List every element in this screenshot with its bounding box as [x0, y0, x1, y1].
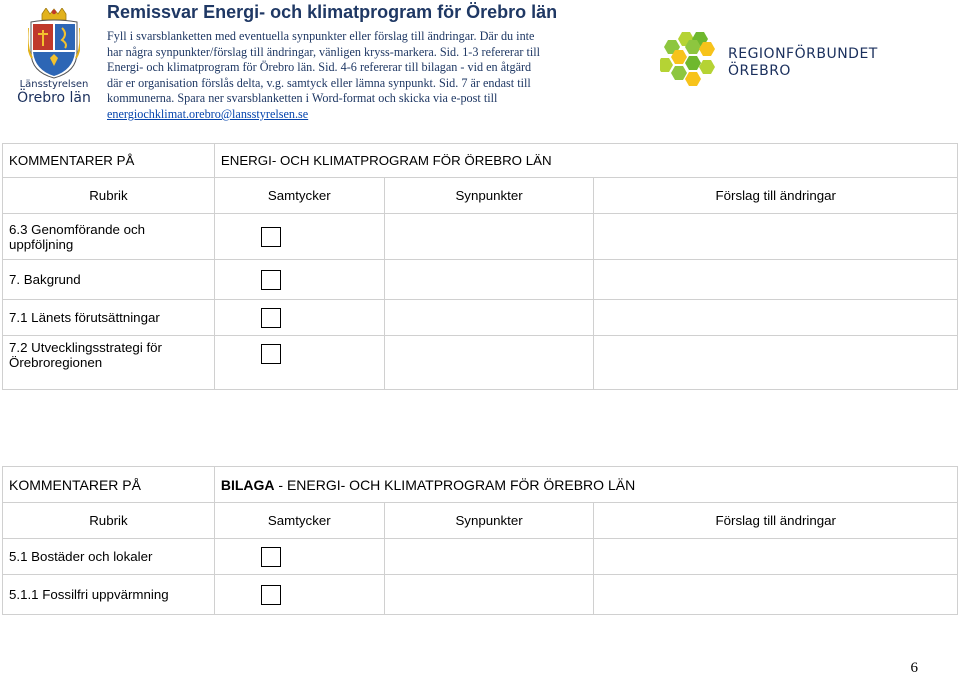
row-rubrik: 7.1 Länets förutsättningar	[3, 300, 215, 336]
samtycker-checkbox[interactable]	[261, 270, 281, 290]
samtycker-checkbox[interactable]	[261, 344, 281, 364]
wordmark-line1: REGIONFÖRBUNDET	[728, 46, 878, 62]
hexagon-cluster-icon	[660, 30, 724, 90]
synpunkter-cell[interactable]	[384, 260, 594, 300]
subject-heading: ENERGI- OCH KLIMATPROGRAM FÖR ÖREBRO LÄN	[214, 144, 957, 178]
intro-paragraph	[107, 29, 547, 123]
samtycker-cell	[214, 214, 384, 260]
wordmark-line2: ÖREBRO	[728, 63, 791, 79]
synpunkter-cell[interactable]	[384, 539, 594, 575]
lansstyrelsen-logo	[10, 8, 98, 118]
page-number: 6	[910, 660, 918, 676]
row-rubrik: 5.1.1 Fossilfri uppvärmning	[3, 575, 215, 615]
column-header-forslag: Förslag till ändringar	[594, 178, 958, 214]
column-header-rubrik: Rubrik	[3, 178, 215, 214]
samtycker-checkbox[interactable]	[261, 227, 281, 247]
column-header-synpunkter: Synpunkter	[384, 178, 594, 214]
forslag-cell[interactable]	[594, 214, 958, 260]
regionforbundet-logo	[660, 28, 890, 98]
samtycker-cell	[214, 260, 384, 300]
synpunkter-cell[interactable]	[384, 336, 594, 390]
column-header-samtycker: Samtycker	[214, 178, 384, 214]
regionforbundet-wordmark	[728, 46, 878, 80]
samtycker-checkbox[interactable]	[261, 547, 281, 567]
subject-bold: BILAGA	[220, 476, 275, 493]
samtycker-checkbox[interactable]	[261, 585, 281, 605]
forslag-cell[interactable]	[594, 260, 958, 300]
row-rubrik: 5.1 Bostäder och lokaler	[3, 539, 215, 575]
samtycker-cell	[214, 300, 384, 336]
logo-text-line2: Örebro län	[17, 89, 91, 106]
column-header-forslag: Förslag till ändringar	[594, 503, 958, 539]
forslag-cell[interactable]	[594, 336, 958, 390]
intro-text: Fyll i svarsblanketten med eventuella synpunkter eller förslag till ändringar. Där du inte har några synpunkter/förslag till ändringar, vänligen kryss-markera. Sid. 1-3 refererar till Energi- och klimatprogram för Örebro län. Sid. 4-6 refererar till bilagan - vid en åtgärd där er organisation förslås delta, v.g. samtyck eller lämna synpunkt. Sid. 7 är endast till kommunerna. Spara ner svarsblanketten i Word-format och skicka via e-post till	[107, 29, 541, 106]
table-row	[3, 260, 958, 300]
row-rubrik: 7.2 Utvecklingsstrategi för Örebroregionen	[3, 336, 215, 390]
samtycker-cell	[214, 539, 384, 575]
synpunkter-cell[interactable]	[384, 300, 594, 336]
page-title: Remissvar Energi- och klimatprogram för Örebro län	[107, 2, 558, 22]
samtycker-checkbox[interactable]	[261, 308, 281, 328]
samtycker-cell	[214, 336, 384, 390]
forslag-cell[interactable]	[594, 300, 958, 336]
column-header-samtycker: Samtycker	[214, 503, 384, 539]
logo-text-line1: Länsstyrelsen	[19, 79, 89, 90]
samtycker-cell	[214, 575, 384, 615]
row-rubrik: 6.3 Genomförande och uppföljning	[3, 214, 215, 260]
synpunkter-cell[interactable]	[384, 214, 594, 260]
column-header-rubrik: Rubrik	[3, 503, 215, 539]
subject-rest: - ENERGI- OCH KLIMATPROGRAM FÖR ÖREBRO LÄN	[274, 476, 636, 493]
comments-table-program	[2, 143, 958, 390]
table-row	[3, 300, 958, 336]
subject-heading	[214, 467, 957, 503]
forslag-cell[interactable]	[594, 539, 958, 575]
coat-of-arms-icon	[28, 8, 80, 80]
table-row	[3, 336, 958, 390]
email-link[interactable]: energiochklimat.orebro@lansstyrelsen.se	[107, 106, 309, 121]
column-header-synpunkter: Synpunkter	[384, 503, 594, 539]
synpunkter-cell[interactable]	[384, 575, 594, 615]
kommentarer-label: KOMMENTARER PÅ	[3, 467, 215, 503]
row-rubrik: 7. Bakgrund	[3, 260, 215, 300]
table-row	[3, 575, 958, 615]
kommentarer-label: KOMMENTARER PÅ	[3, 144, 215, 178]
header	[107, 2, 647, 123]
table-row	[3, 214, 958, 260]
comments-table-bilaga	[2, 466, 958, 615]
table-row	[3, 539, 958, 575]
forslag-cell[interactable]	[594, 575, 958, 615]
